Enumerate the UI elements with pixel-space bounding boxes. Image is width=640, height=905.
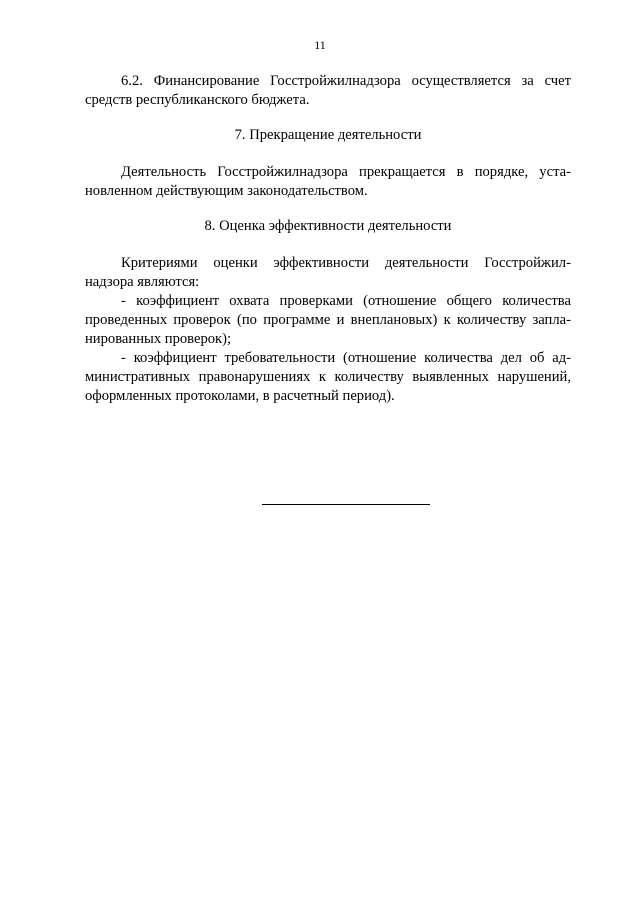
text-line	[85, 368, 571, 387]
word: об	[529, 350, 545, 366]
word: правонарушениях	[198, 369, 311, 385]
word: нарушений,	[497, 369, 571, 385]
word: оформленных протоколами, в расчетный период).	[85, 388, 395, 404]
word: количеству	[334, 369, 404, 385]
word: коэффициент	[136, 293, 220, 309]
word: 6.2.	[121, 73, 143, 89]
word: прекращается	[359, 164, 446, 180]
paragraph-termination	[85, 163, 571, 201]
word: запла-	[532, 312, 571, 328]
text-line	[85, 254, 571, 273]
word: (по	[237, 312, 257, 328]
word: за	[521, 73, 534, 89]
paragraph-criteria	[85, 254, 571, 292]
word: (отношение	[343, 350, 417, 366]
word: -	[121, 350, 126, 366]
word: требовательности	[224, 350, 336, 366]
word: общего	[446, 293, 492, 309]
text-line	[85, 72, 571, 91]
word: эффективности	[273, 255, 370, 271]
word: оценки	[213, 255, 258, 271]
word: программе	[263, 312, 331, 328]
document-body	[85, 72, 571, 406]
word: проверками	[279, 293, 353, 309]
word: порядке,	[474, 164, 529, 180]
word: уста-	[539, 164, 571, 180]
word: ад-	[552, 350, 571, 366]
word: (отношение	[363, 293, 437, 309]
word: Госстройжилнадзора	[217, 164, 348, 180]
text-line	[85, 182, 571, 201]
word: проверок	[173, 312, 231, 328]
word: -	[121, 293, 126, 309]
word: к	[443, 312, 451, 328]
word: министративных	[85, 369, 191, 385]
word: осуществляется	[411, 73, 511, 89]
word: нированных проверок);	[85, 331, 232, 347]
section-heading-termination: 7. Прекращение деятельности	[234, 127, 422, 143]
text-line	[85, 292, 571, 311]
section-heading-efficiency: 8. Оценка эффективности деятельности	[204, 218, 452, 234]
word: и	[336, 312, 345, 328]
text-line	[85, 387, 571, 406]
word: Госстройжилнадзора	[270, 73, 401, 89]
word: надзора являются:	[85, 274, 200, 290]
text-line	[85, 330, 571, 349]
text-line	[85, 273, 571, 292]
word: средств республиканского бюджета.	[85, 92, 310, 108]
word: количеству	[456, 312, 527, 328]
paragraph-financing	[85, 72, 571, 110]
word: к	[318, 369, 326, 385]
text-line	[85, 311, 571, 330]
text-line	[85, 163, 571, 182]
text-line	[85, 91, 571, 110]
word: внеплановых)	[350, 312, 438, 328]
word: Госстройжил-	[484, 255, 571, 271]
word: проведенных	[85, 312, 168, 328]
end-separator-line	[262, 504, 430, 505]
page-number: 11	[314, 38, 326, 52]
word: охвата	[229, 293, 270, 309]
word: счет	[544, 73, 571, 89]
word: Критериями	[121, 255, 198, 271]
word: коэффициент	[133, 350, 217, 366]
text-line	[85, 349, 571, 368]
word: новленном действующим законодательством.	[85, 183, 368, 199]
word: количества	[502, 293, 571, 309]
word: Деятельность	[121, 164, 207, 180]
list-item-strictness	[85, 349, 571, 406]
word: Финансирование	[153, 73, 260, 89]
word: выявленных	[412, 369, 489, 385]
word: деятельности	[384, 255, 469, 271]
word: дел	[500, 350, 522, 366]
list-item-coverage	[85, 292, 571, 349]
word: в	[456, 164, 464, 180]
word: количества	[424, 350, 493, 366]
